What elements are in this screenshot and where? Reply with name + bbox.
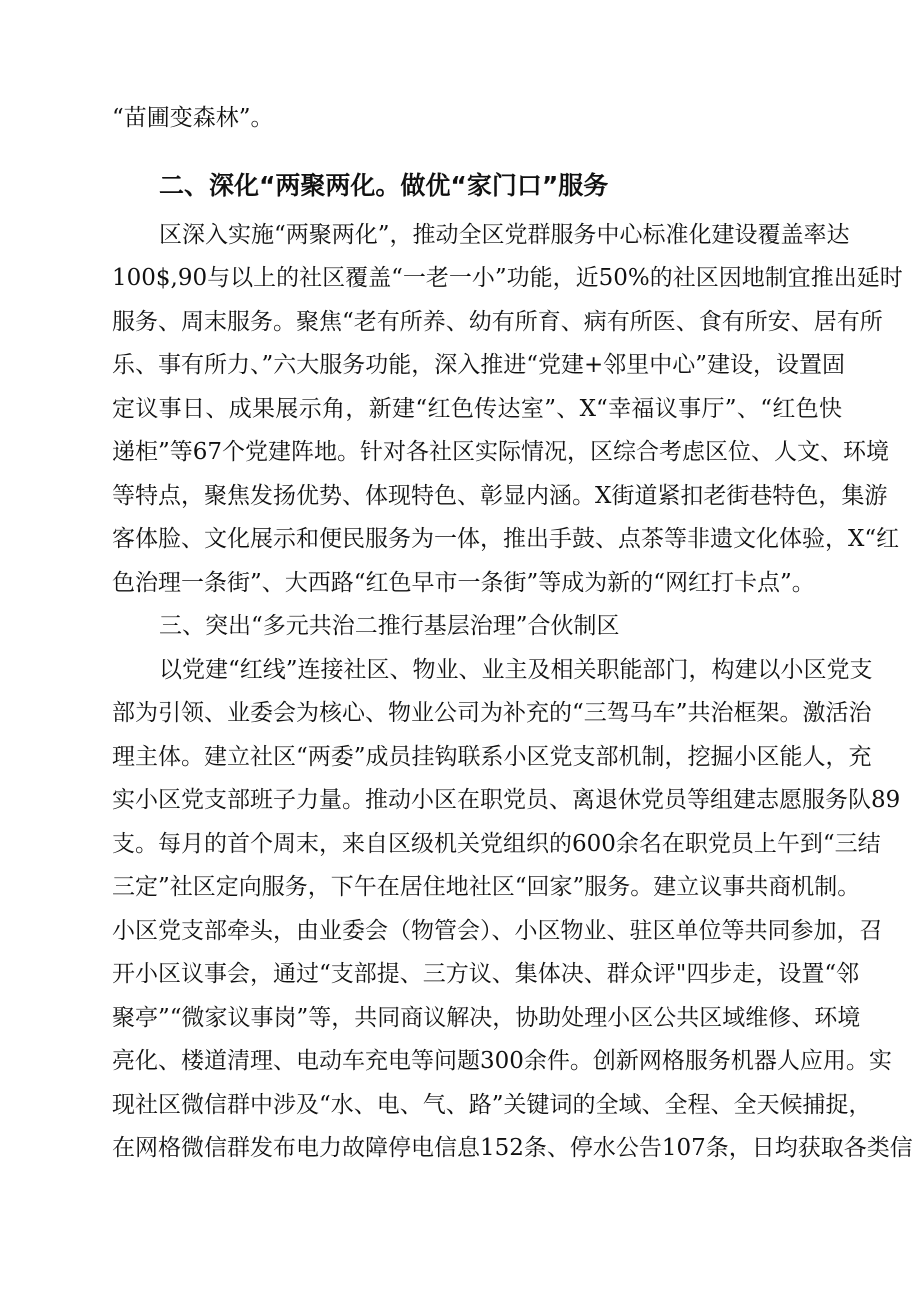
paragraph-line: 100$,90与以上的社区覆盖“一老一小”功能，近50%的社区因地制宜推出延时 [112,265,903,291]
paragraph-line: 色治理一条街”、大西路“红色早市一条街”等成为新的“网红打卡点”。 [112,570,815,596]
paragraph-line: 等特点，聚焦发扬优势、体现特色、彰显内涵。X街道紧扣老街巷特色，集游 [112,483,888,509]
paragraph-line: 现社区微信群中涉及“水、电、气、路”关键词的全域、全程、全天候捕捉， [112,1092,872,1118]
paragraph-line: 定议事日、成果展示角，新建“红色传达室”、X“幸福议事厅”、“红色快 [112,396,842,422]
section-heading-2: 二、深化“两聚两化。做优“家门口”服务 [159,171,609,200]
paragraph-line: 部为引领、业委会为核心、物业公司为补充的“三驾马车”共治框架。激活治 [112,700,872,726]
paragraph-line: 开小区议事会，通过“支部提、三方议、集体决、群众评"四步走，设置“邻 [112,961,860,987]
paragraph-line: 聚亭”“微家议事岗”等，共同商议解决，协助处理小区公共区域维修、环境 [112,1005,861,1031]
paragraph-line: “苗圃变森林”。 [112,105,274,131]
paragraph-line: 以党建“红线”连接社区、物业、业主及相关职能部门，构建以小区党支 [159,657,873,683]
paragraph-line: 服务、周末服务。聚焦“老有所养、幼有所育、病有所医、食有所安、居有所 [112,309,883,335]
paragraph-line: 区深入实施“两聚两化”，推动全区党群服务中心标准化建设覆盖率达 [159,222,850,248]
paragraph-line: 递柜”等67个党建阵地。针对各社区实际情况，区综合考虑区位、人文、环境 [112,439,890,465]
paragraph-line: 小区党支部牵头，由业委会（物管会）、小区物业、驻区单位等共同参加，召 [112,918,883,944]
paragraph-line: 亮化、楼道清理、电动车充电等问题300余件。创新网格服务机器人应用。实 [112,1048,892,1074]
paragraph-line: 实小区党支部班子力量。推动小区在职党员、离退休党员等组建志愿服务队89 [112,787,901,813]
paragraph-line: 在网格微信群发布电力故障停电信息152条、停水公告107条，日均获取各类信 [112,1135,913,1161]
paragraph-line: 支。每月的首个周末，来自区级机关党组织的600余名在职党员上午到“三结 [112,831,881,857]
paragraph-line: 理主体。建立社区“两委”成员挂钩联系小区党支部机制，挖掘小区能人，充 [112,744,872,770]
paragraph-line: 客体脸、文化展示和便民服务为一体，推出手鼓、点茶等非遗文化体验，X“红 [112,526,900,552]
paragraph-line: 三定”社区定向服务，下午在居住地社区“回家”服务。建立议事共商机制。 [112,874,861,900]
section-heading-3: 三、突出“多元共治二推行基层治理”合伙制区 [159,613,620,639]
paragraph-line: 乐、事有所力、”六大服务功能，深入推进“党建+邻里中心”建设，设置固 [112,352,846,378]
